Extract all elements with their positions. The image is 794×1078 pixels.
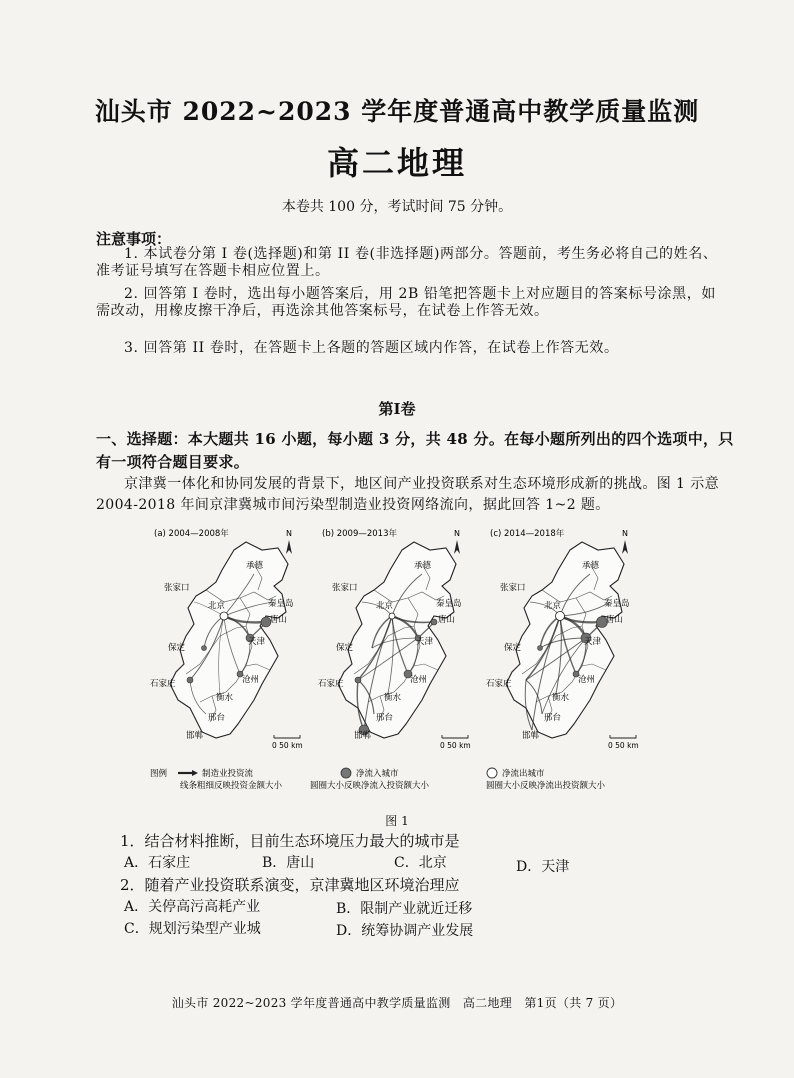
section-heading: 一、选择题：本大题共 16 小题，每小题 3 分，共 48 分。在每小题所列出的四个选项中，只有一项符合题目要求。	[96, 430, 734, 471]
map-panel-a	[150, 528, 303, 750]
scale-bar-label: 0 50 km	[440, 741, 471, 750]
city-label: 邢台	[208, 713, 226, 723]
legend-title: 图例	[150, 769, 168, 779]
city-label: 北京	[208, 601, 226, 611]
exam-info: 本卷共 100 分，考试时间 75 分钟。	[281, 199, 513, 215]
legend-outflow-label: 净流出城市	[502, 769, 545, 779]
map-panel-c	[486, 528, 639, 750]
map-panel-b	[318, 528, 471, 750]
net-inflow-circle	[187, 677, 193, 683]
figure-legend	[150, 768, 606, 791]
scale-bar-label: 0 50 km	[608, 741, 639, 750]
region-map-outline	[338, 542, 456, 738]
panel-label: (c) 2014—2018年	[490, 529, 565, 539]
question-1-stem: 1．结合材料推断，目前生态环境压力最大的城市是	[120, 832, 460, 850]
city-label: 唐山	[606, 615, 624, 625]
note-item-2: 2. 回答第 I 卷时，选出每小题答案后，用 2B 铅笔把答题卡上对应题目的答案标号涂黑，如需改动，用橡皮擦干净后，再选涂其他答案标号，在试卷上作答无效。	[96, 286, 716, 319]
city-label: 保定	[336, 643, 354, 653]
question-1-option-d[interactable]: D．天津	[516, 859, 570, 875]
city-label: 张家口	[500, 583, 526, 593]
city-label: 沧州	[242, 675, 260, 685]
net-outflow-circle	[220, 612, 228, 620]
city-label: 唐山	[438, 615, 456, 625]
north-arrow-icon	[454, 540, 460, 554]
part-title: 第I卷	[378, 400, 416, 418]
city-label: 石家庄	[318, 679, 344, 689]
panel-label: (b) 2009—2013年	[322, 529, 397, 539]
city-label: 承德	[582, 561, 600, 571]
city-label: 北京	[544, 601, 562, 611]
scale-bar-icon	[274, 735, 300, 738]
figure-caption: 图 1	[385, 814, 409, 828]
city-label: 北京	[376, 601, 394, 611]
legend-inflow-label: 净流入城市	[356, 769, 399, 779]
question-2-option-d[interactable]: D．统筹协调产业发展	[336, 923, 474, 939]
legend-inflow-note: 圆圈大小反映净流入投资额大小	[310, 781, 430, 791]
inflow-circle-icon	[341, 768, 351, 778]
panel-label: (a) 2004—2008年	[154, 529, 229, 539]
city-label: 秦皇岛	[436, 599, 462, 609]
question-1-option-a[interactable]: A．石家庄	[124, 855, 191, 871]
net-outflow-circle	[556, 612, 565, 621]
city-label: 保定	[504, 643, 522, 653]
city-label: 邯郸	[522, 731, 540, 741]
north-arrow-label: N	[454, 529, 460, 538]
figure-1-maps	[150, 524, 750, 814]
north-arrow-icon	[622, 540, 628, 554]
city-label: 沧州	[578, 675, 596, 685]
city-label: 邯郸	[354, 731, 372, 741]
notes-title: 注意事项：	[96, 230, 172, 248]
question-2-stem: 2．随着产业投资联系演变，京津冀地区环境治理应	[120, 876, 460, 894]
city-label: 秦皇岛	[604, 599, 630, 609]
scale-bar-icon	[442, 735, 468, 738]
question-1-option-b[interactable]: B．唐山	[262, 855, 315, 871]
city-label: 邢台	[376, 713, 394, 723]
city-label: 承德	[246, 561, 264, 571]
net-inflow-circle	[538, 646, 543, 651]
city-label: 承德	[414, 561, 432, 571]
city-label: 石家庄	[486, 679, 512, 689]
question-2-option-b[interactable]: B．限制产业就近迁移	[336, 901, 473, 917]
city-label: 天津	[584, 637, 602, 647]
city-label: 衡水	[384, 693, 402, 703]
city-label: 邯郸	[186, 731, 204, 741]
city-label: 保定	[168, 643, 186, 653]
question-2-option-c[interactable]: C．规划污染型产业城	[124, 921, 261, 937]
page-footer: 汕头市 2022~2023 学年度普通高中教学质量监测 高二地理 第1页（共 7 页）	[171, 996, 623, 1010]
net-inflow-circle	[202, 646, 207, 651]
north-arrow-label: N	[622, 529, 628, 538]
net-inflow-circle	[355, 677, 361, 683]
city-label: 天津	[416, 637, 434, 647]
city-label: 石家庄	[150, 679, 176, 689]
net-inflow-circle	[431, 619, 437, 625]
exam-title: 汕头市 2022~2023 学年度普通高中教学质量监测	[94, 97, 700, 126]
note-item-1: 1. 本试卷分第 I 卷(选择题)和第 II 卷(非选择题)两部分。答题前，考生务必将自己的姓名、准考证号填写在答题卡相应位置上。	[96, 246, 718, 279]
city-label: 天津	[248, 637, 266, 647]
note-item-3: 3. 回答第 II 卷时，在答题卡上各题的答题区域内作答，在试卷上作答无效。	[124, 340, 619, 356]
city-label: 秦皇岛	[268, 599, 294, 609]
subject-title: 高二地理	[326, 144, 467, 182]
city-label: 邢台	[544, 713, 562, 723]
city-label: 沧州	[410, 675, 428, 685]
city-label: 张家口	[332, 583, 358, 593]
scale-bar-icon	[610, 735, 636, 738]
region-map-outline	[170, 542, 288, 738]
flow-arrowhead-icon	[192, 770, 198, 776]
legend-flow-label: 制造业投资流	[202, 769, 254, 779]
city-label: 衡水	[552, 693, 570, 703]
city-label: 衡水	[216, 693, 234, 703]
legend-flow-note: 线条粗细反映投资金额大小	[180, 781, 283, 791]
net-outflow-circle	[389, 613, 395, 619]
scale-bar-label: 0 50 km	[272, 741, 303, 750]
legend-outflow-note: 圆圈大小反映净流出投资额大小	[486, 781, 606, 791]
city-label: 张家口	[164, 583, 190, 593]
question-intro: 京津冀一体化和协同发展的背景下，地区间产业投资联系对生态环境形成新的挑战。图 1 示意 2004-2018 年间京津冀城市间污染型制造业投资网络流向，据此回答 1~2 题。	[96, 476, 720, 513]
outflow-circle-icon	[487, 768, 497, 778]
city-label: 唐山	[270, 615, 288, 625]
question-1-option-c[interactable]: C．北京	[394, 855, 447, 871]
question-2-option-a[interactable]: A．关停高污高耗产业	[124, 899, 261, 915]
north-arrow-label: N	[286, 529, 292, 538]
north-arrow-icon	[286, 540, 292, 554]
